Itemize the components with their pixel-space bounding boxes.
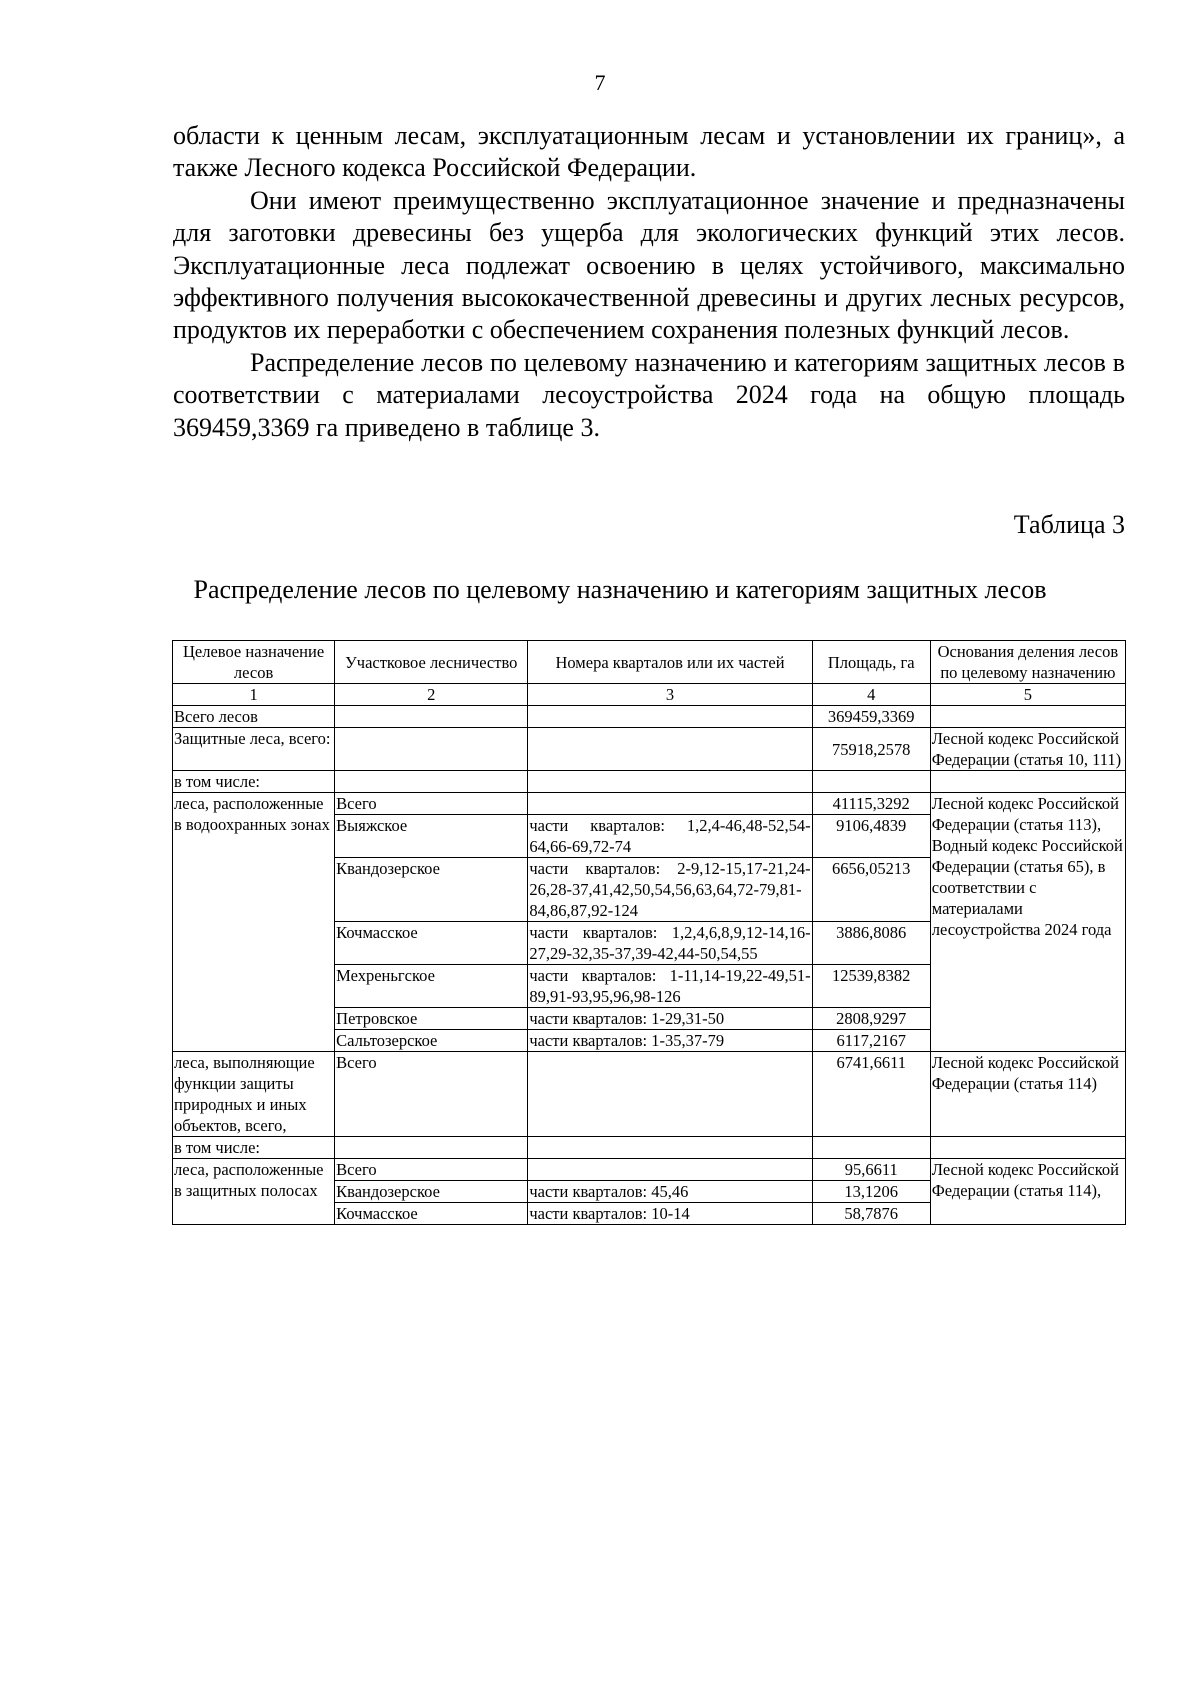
forest-distribution-table: [172, 640, 1126, 1225]
column-header: Площадь, га: [812, 641, 930, 684]
column-number: 5: [930, 684, 1125, 706]
column-header: Основания деления лесов по целевому назначению: [930, 641, 1125, 684]
table-row: [173, 1137, 1126, 1159]
table-header-row: [173, 641, 1126, 684]
forestry-cell: Квандозерское: [335, 1181, 528, 1203]
area-cell: 13,1206: [812, 1181, 930, 1203]
parts-cell: части кварталов: 1,2,4-46,48-52,54-64,66-69,72-74: [529, 816, 811, 856]
table-caption: Таблица 3: [1013, 510, 1125, 539]
table-row: [173, 1052, 1126, 1137]
area-cell: 95,6611: [812, 1159, 930, 1181]
parts-cell: части кварталов: 10-14: [528, 1203, 812, 1225]
basis-cell: Лесной кодекс Российской Федерации (статья 114): [930, 1052, 1125, 1137]
forestry-cell: Всего: [335, 1159, 528, 1181]
area-cell: 58,7876: [812, 1203, 930, 1225]
parts-cell: части кварталов: 1-29,31-50: [528, 1008, 812, 1030]
forestry-cell: Петровское: [335, 1008, 528, 1030]
table-title: Распределение лесов по целевому назначению и категориям защитных лесов: [193, 575, 1047, 604]
parts-cell: [528, 1159, 812, 1181]
forestry-cell: Кочмасское: [335, 1203, 528, 1225]
purpose-cell: леса, расположенные в защитных полосах: [173, 1159, 335, 1225]
area-cell: 6117,2167: [812, 1030, 930, 1052]
parts-cell: части кварталов: 2-9,12-15,17-21,24-26,28-37,41,42,50,54,56,63,64,72-79,81-84,86,87,92-124: [529, 859, 811, 920]
purpose-cell: леса, расположенные в водоохранных зонах: [173, 793, 335, 1052]
table-row: [173, 706, 1126, 728]
body-text: [173, 120, 1125, 444]
area-cell: 12539,8382: [812, 965, 930, 1008]
basis-cell: Лесной кодекс Российской Федерации (статья 10, 111): [930, 728, 1125, 771]
paragraph: области к ценным лесам, эксплуатационным лесам и установлении их границ», а также Лесного кодекса Российской Федерации.: [173, 121, 1125, 183]
area-cell: 6656,05213: [812, 858, 930, 922]
parts-cell: части кварталов: 1-35,37-79: [528, 1030, 812, 1052]
table-row: [173, 728, 1126, 771]
purpose-cell: леса, выполняющие функции защиты природных и иных объектов, всего,: [173, 1052, 335, 1137]
forestry-cell: Выяжское: [335, 815, 528, 858]
area-cell: 41115,3292: [812, 793, 930, 815]
column-header: Целевое назначение лесов: [173, 641, 335, 684]
purpose-cell: Всего лесов: [173, 706, 335, 728]
forestry-cell: Квандозерское: [335, 858, 528, 922]
paragraph: Они имеют преимущественно эксплуатационное значение и предназначены для заготовки древесины без ущерба для экологических функций этих лесов. Эксплуатационные леса подлежат освоению в целях устойчивого, максимально эффективного получения высококачественной древесины и других лесных ресурсов, продуктов их переработки с обеспечением сохранения полезных функций лесов.: [173, 185, 1125, 345]
table-row: [173, 793, 1126, 815]
parts-cell: части кварталов: 45,46: [528, 1181, 812, 1203]
page-number: 7: [594, 70, 606, 95]
forestry-cell: Всего: [335, 793, 528, 815]
forestry-cell: Кочмасское: [335, 922, 528, 965]
area-cell: 369459,3369: [812, 706, 930, 728]
basis-cell: Лесной кодекс Российской Федерации (статья 114),: [930, 1159, 1125, 1225]
column-number-row: [173, 684, 1126, 706]
area-cell: 9106,4839: [812, 815, 930, 858]
area-cell: 3886,8086: [812, 922, 930, 965]
parts-cell: [528, 793, 812, 815]
purpose-cell: в том числе:: [173, 771, 335, 793]
column-number: 4: [812, 684, 930, 706]
forestry-cell: Сальтозерское: [335, 1030, 528, 1052]
column-number: 3: [528, 684, 812, 706]
table-row: [173, 1159, 1126, 1181]
forestry-cell: Всего: [335, 1052, 528, 1137]
column-header: Номера кварталов или их частей: [528, 641, 812, 684]
parts-cell: части кварталов: 1,2,4,6,8,9,12-14,16-27,29-32,35-37,39-42,44-50,54,55: [529, 923, 811, 963]
paragraph: Распределение лесов по целевому назначению и категориям защитных лесов в соответствии с материалами лесоустройства 2024 года на общую площадь 369459,3369 га приведено в таблице 3.: [173, 347, 1125, 442]
purpose-cell: Защитные леса, всего:: [173, 728, 335, 771]
column-number: 1: [173, 684, 335, 706]
column-number: 2: [335, 684, 528, 706]
area-cell: 2808,9297: [812, 1008, 930, 1030]
area-cell: 6741,6611: [812, 1052, 930, 1137]
parts-cell: части кварталов: 1-11,14-19,22-49,51-89,91-93,95,96,98-126: [529, 966, 811, 1006]
basis-cell: Лесной кодекс Российской Федерации (статья 113), Водный кодекс Российской Федерации (статья 65), в соответствии с материалами лесоустройства 2024 года: [930, 793, 1125, 1052]
area-cell: 75918,2578: [812, 728, 930, 771]
forestry-cell: Мехреньгское: [335, 965, 528, 1008]
table-row: [173, 771, 1126, 793]
column-header: Участковое лесничество: [335, 641, 528, 684]
purpose-cell: в том числе:: [173, 1137, 335, 1159]
